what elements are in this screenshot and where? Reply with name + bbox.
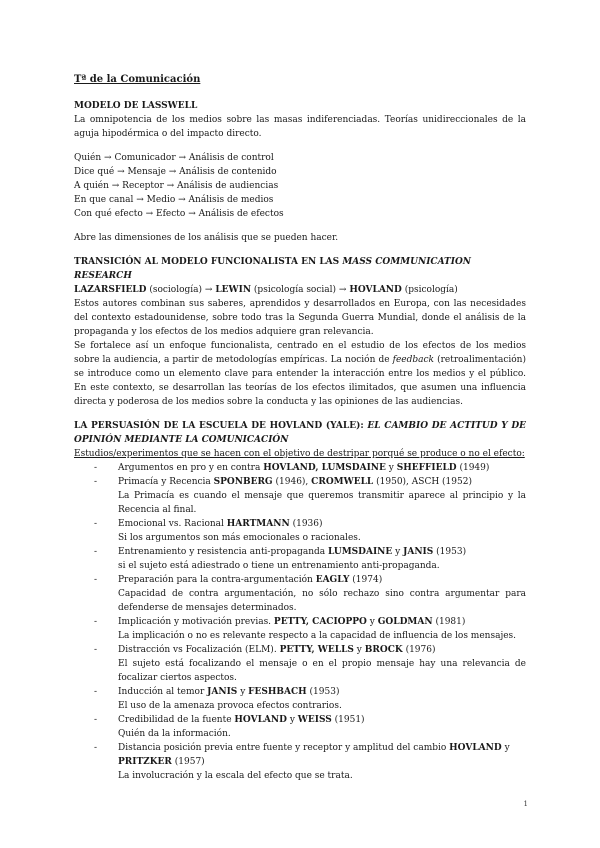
study-authors: HOVLAND, LUMSDAINE <box>263 463 386 473</box>
study-connector: y <box>388 463 394 473</box>
study-item <box>74 461 526 475</box>
study-year: (1981) <box>435 617 466 627</box>
study-item <box>74 713 526 741</box>
transition-heading <box>74 255 526 283</box>
transition-authors <box>74 283 526 297</box>
study-note: El uso de la amenaza provoca efectos contrarios. <box>118 701 342 711</box>
study-note: Si los argumentos son más emocionales o racionales. <box>118 533 361 543</box>
lasswell-model-list <box>74 151 526 221</box>
lasswell-row: Quién → Comunicador → Análisis de control <box>74 153 274 163</box>
transition-paragraph-1: Estos autores combinan sus saberes, aprendidos y desarrollados en Europa, con las necesidades del contexto estadounidense, sobre todo tras la Segunda Guerra Mundial, donde el análisis de la propaganda y los efectos de los medios adquiere gran relevancia. <box>74 299 526 337</box>
lasswell-row: Con qué efecto → Efecto → Análisis de efectos <box>74 209 284 219</box>
author-field: (psicología) <box>404 285 458 295</box>
study-topic: Emocional vs. Racional <box>118 519 224 529</box>
transition-heading-text: TRANSICIÓN AL MODELO FUNCIONALISTA EN LAS <box>74 257 340 267</box>
document-title: Tª de la Comunicación <box>74 74 201 85</box>
study-item <box>74 517 526 545</box>
study-authors: HOVLAND <box>449 743 502 753</box>
study-year: (1949) <box>459 463 490 473</box>
study-note: si el sujeto está adiestrado o tiene un entrenamiento anti-propaganda. <box>118 561 440 571</box>
lasswell-closing: Abre las dimensiones de los análisis que se pueden hacer. <box>74 233 339 243</box>
study-note: La implicación o no es relevante respecto a la capacidad de influencia de los mensajes. <box>118 631 517 641</box>
study-topic: Entrenamiento y resistencia anti-propaganda <box>118 547 326 557</box>
study-connector: y <box>369 617 375 627</box>
paragraph-text: Se fortalece así un enfoque funcionalista, centrado en el estudio de los efectos de los medios sobre la audiencia, a partir de metodologías empíricas. La noción de <box>74 341 526 365</box>
study-authors: EAGLY <box>315 575 350 585</box>
study-authors: SHEFFIELD <box>396 463 457 473</box>
study-year: (1974) <box>352 575 383 585</box>
transition-heading-italic: MASS COMMUNICATION RESEARCH <box>74 257 472 281</box>
transition-paragraph-2 <box>74 339 526 409</box>
study-connector: y <box>356 645 362 655</box>
study-item <box>74 643 526 685</box>
study-year: (1936) <box>292 519 323 529</box>
study-topic: Distancia posición previa entre fuente y receptor y amplitud del cambio <box>118 743 447 753</box>
study-connector: y <box>240 687 246 697</box>
study-item <box>74 475 526 517</box>
study-topic: Distracción vs Focalización (ELM). <box>118 645 277 655</box>
author-name: LAZARSFIELD <box>74 285 147 295</box>
lasswell-intro: La omnipotencia de los medios sobre las masas indiferenciadas. Teorías unidireccionales de la aguja hipodérmica o del impacto directo. <box>74 115 526 139</box>
author-field: (sociología) <box>149 285 203 295</box>
arrow-glyph: → <box>204 285 213 295</box>
study-note: La involucración y la escala del efecto que se trata. <box>118 771 353 781</box>
hovland-heading <box>74 419 526 447</box>
study-year: (1951) <box>334 715 365 725</box>
lasswell-row: En que canal → Medio → Análisis de medios <box>74 195 274 205</box>
study-topic: Credibilidad de la fuente <box>118 715 232 725</box>
study-authors: JANIS <box>403 547 434 557</box>
study-authors: PRITZKER <box>118 757 172 767</box>
study-authors: CROMWELL <box>311 477 374 487</box>
study-connector: y <box>289 715 295 725</box>
study-item <box>74 573 526 615</box>
study-year: (1953) <box>436 547 467 557</box>
study-authors: GOLDMAN <box>377 617 433 627</box>
hovland-heading-italic: EL CAMBIO DE ACTITUD Y DE OPINIÓN MEDIANTE LA COMUNICACIÓN <box>74 421 526 445</box>
study-topic: Inducción al temor <box>118 687 205 697</box>
study-note: El sujeto está focalizando el mensaje o en el propio mensaje hay una relevancia de focalizar ciertos aspectos. <box>118 659 526 683</box>
study-year: (1953) <box>309 687 340 697</box>
lasswell-row: Dice qué → Mensaje → Análisis de contenido <box>74 167 277 177</box>
hovland-heading-text: LA PERSUASIÓN DE LA ESCUELA DE HOVLAND (YALE): <box>74 421 364 431</box>
author-name: HOVLAND <box>349 285 402 295</box>
study-authors: BROCK <box>364 645 403 655</box>
feedback-term: feedback <box>392 355 435 365</box>
study-authors: SPONBERG <box>213 477 273 487</box>
study-note: Quién da la información. <box>118 729 231 739</box>
document-page <box>74 73 526 783</box>
study-authors: HOVLAND <box>234 715 287 725</box>
study-note: Capacidad de contra argumentación, no sólo rechazo sino contra argumentar para defenderse de mensajes determinados. <box>118 589 526 613</box>
study-topic: Argumentos en pro y en contra <box>118 463 261 473</box>
study-note: La Primacía es cuando el mensaje que queremos transmitir aparece al principio y la Recencia al final. <box>118 491 526 515</box>
lasswell-heading: MODELO DE LASSWELL <box>74 101 198 111</box>
author-name: LEWIN <box>215 285 252 295</box>
study-topic: Primacía y Recencia <box>118 477 211 487</box>
study-authors: JANIS <box>207 687 238 697</box>
hovland-subheading: Estudios/experimentos que se hacen con el objetivo de destripar porqué se produce o no el efecto: <box>74 449 525 459</box>
study-connector: y <box>395 547 401 557</box>
study-item <box>74 615 526 643</box>
study-item <box>74 741 526 783</box>
paragraph-text: (retroalimentación) se introduce como un elemento clave para entender la interacción entre los medios y el público. En este contexto, se desarrollan las teorías de los efectos ilimitados, que asumen una influencia directa y poderosa de los medios sobre la conducta y las opiniones de las audiencias. <box>74 355 526 407</box>
study-authors: PETTY, CACIOPPO <box>273 617 367 627</box>
hovland-study-list <box>74 461 526 783</box>
lasswell-row: A quién → Receptor → Análisis de audiencias <box>74 181 279 191</box>
study-authors: HARTMANN <box>226 519 290 529</box>
study-item <box>74 545 526 573</box>
study-authors: PETTY, WELLS <box>279 645 354 655</box>
study-year: (1957) <box>174 757 205 767</box>
author-field: (psicología social) <box>253 285 337 295</box>
page-number: 1 <box>523 800 528 808</box>
study-connector: (1946), <box>275 477 309 487</box>
study-item <box>74 685 526 713</box>
study-connector: y <box>504 743 510 753</box>
study-topic: Implicación y motivación previas. <box>118 617 272 627</box>
study-topic: Preparación para la contra-argumentación <box>118 575 313 585</box>
study-authors: LUMSDAINE <box>328 547 393 557</box>
study-authors: WEISS <box>297 715 332 725</box>
study-year: (1976) <box>405 645 436 655</box>
study-year: (1950), ASCH (1952) <box>376 477 472 487</box>
arrow-glyph: → <box>338 285 347 295</box>
study-authors: FESHBACH <box>248 687 307 697</box>
